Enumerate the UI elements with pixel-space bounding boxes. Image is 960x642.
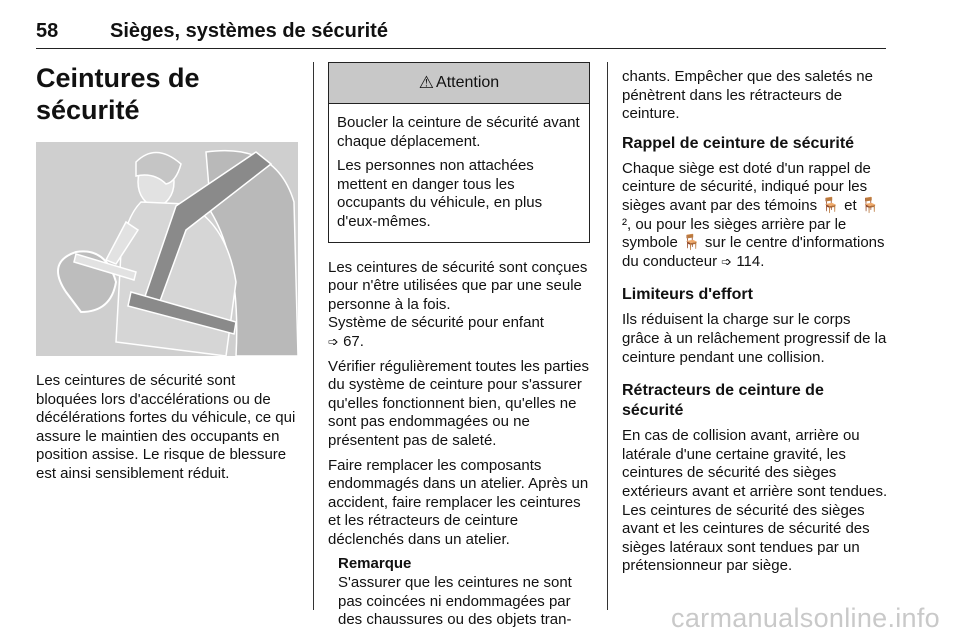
- page-number: 58: [36, 20, 59, 42]
- watermark: carmanualsonline.info: [671, 603, 940, 633]
- column-left: [36, 62, 298, 490]
- warning-body: [329, 104, 589, 242]
- body-paragraph: Les ceintures de sécurité des sièges avant et les ceintures de sécurité des sièges latéraux sont tendues par un prétensionneur par siège.: [622, 501, 870, 575]
- body-paragraph: Faire remplacer les composants endommagés dans un atelier. Après un accident, faire remplacer les ceintures et les rétracteurs de ceinture déclenchés dans un atelier.: [328, 456, 589, 548]
- body-paragraph: Ils réduisent la charge sur le corps grâce à un relâchement progressif de la ceinture pendant une collision.: [622, 311, 887, 366]
- seatbelt-illustration: [36, 142, 298, 356]
- page-ref-arrow-icon: ➩: [721, 253, 733, 269]
- warning-icon: ⚠: [418, 72, 435, 92]
- warning-box: [328, 62, 590, 243]
- body-text: sur le centre d'informations du conducteur: [622, 234, 885, 270]
- body-paragraph: Les ceintures de sécurité sont conçues pour n'être utilisées que par une seule personne à la fois.: [328, 258, 588, 313]
- chapter-title: Sièges, systèmes de sécurité: [110, 20, 388, 42]
- note-text: S'assurer que les ceintures ne sont pas coincées ni endommagées par des chaussures ou des objets tran-: [338, 574, 572, 629]
- seatbelt-icon: 🪑: [821, 196, 840, 214]
- warning-paragraph: Boucler la ceinture de sécurité avant chaque déplacement.: [337, 114, 580, 150]
- seatbelt-icon: 🪑: [860, 196, 880, 214]
- seatbelt-icon: 🪑: [682, 234, 701, 252]
- note-title: Remarque: [338, 555, 412, 573]
- subheading: Rappel de ceinture de sécurité: [622, 134, 855, 152]
- page-header: [36, 20, 886, 49]
- body-text: Système de sécurité pour enfant: [328, 314, 544, 332]
- subheading: Limiteurs d'effort: [622, 286, 753, 304]
- warning-paragraph: Les personnes non attachées mettent en danger tous les occupants du véhicule, en plus d'eux-mêmes.: [337, 157, 543, 230]
- page-ref-arrow-icon: ➩: [328, 333, 339, 349]
- body-paragraph: Vérifier régulièrement toutes les parties du système de ceinture pour s'assurer qu'elles fonctionnent bien, qu'elles ne sont pas endommagées ou ne présentent pas de saleté.: [328, 357, 589, 449]
- body-text: ², ou pour les sièges arrière par le symbole: [622, 215, 847, 252]
- warning-header: [329, 63, 589, 104]
- body-paragraph: [622, 160, 888, 272]
- body-text: Chaque siège est doté d'un rappel de ceinture de sécurité, indiqué pour les sièges avant par des témoins: [622, 159, 871, 214]
- column-divider: [607, 62, 608, 610]
- column-right: [622, 62, 888, 582]
- page-reference-link[interactable]: 67.: [343, 332, 364, 350]
- note-continuation: chants. Empêcher que des saletés ne pénètrent dans les rétracteurs de ceinture.: [622, 68, 873, 123]
- intro-paragraph: Les ceintures de sécurité sont bloquées lors d'accélérations ou de décélérations fortes du véhicule, ce qui assure le maintien des occupants en position assise. Le risque de blessure est ainsi sensiblement réduit.: [36, 372, 296, 482]
- body-text: et: [844, 196, 857, 214]
- subheading: Rétracteurs de ceinture de sécurité: [622, 382, 824, 420]
- column-middle: [328, 62, 590, 630]
- note-block: [338, 555, 590, 629]
- section-title: Ceintures de sécurité: [36, 63, 200, 125]
- body-paragraph: [328, 314, 590, 351]
- warning-title: Attention: [436, 73, 500, 91]
- page-reference-link[interactable]: 114.: [736, 252, 765, 270]
- column-divider: [313, 62, 314, 610]
- body-paragraph: En cas de collision avant, arrière ou latérale d'une certaine gravité, les ceintures de sécurité des sièges extérieurs avant et arrière sont tendues.: [622, 427, 888, 500]
